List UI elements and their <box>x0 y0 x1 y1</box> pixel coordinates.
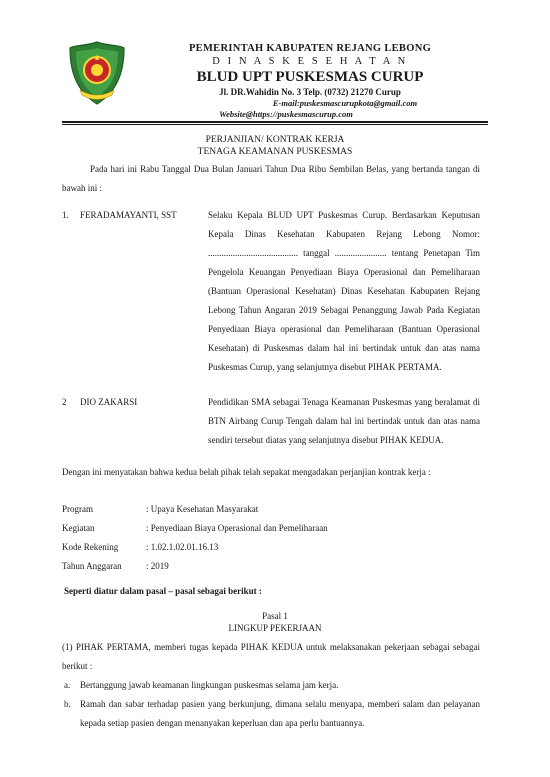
pasal-1-sub-a: Bertanggung jawab keamanan lingkungan puskesmas selama jam kerja. <box>80 680 339 690</box>
pasal-1-sub-a-label: a. <box>64 680 71 690</box>
pasal-1-sub-b: Ramah dan sabar terhadap pasien yang berkunjung, dimana selalu menyapa, memberi salam dan pelayanan kepada setiap pasien dengan menanyakan keperluan dan apa perlu bantuannya. <box>80 699 480 728</box>
pasal-1-item-1: (1) PIHAK PERTAMA, memberi tugas kepada PIHAK KEDUA untuk melaksanakan pekerjaan sebagai sebagai berikut : <box>62 642 480 671</box>
kegiatan-label: Kegiatan <box>62 523 95 533</box>
pasal-1-subtitle: LINGKUP PEKERJAAN <box>228 623 322 633</box>
letterhead <box>140 42 480 120</box>
tahun-anggaran-value: : 2019 <box>146 561 169 571</box>
letterhead-email: E-mail:puskesmascurupkota@gmail.com <box>272 98 418 108</box>
document-subtitle: TENAGA KEAMANAN PUSKESMAS <box>197 147 353 157</box>
letterhead-institution: BLUD UPT PUSKESMAS CURUP <box>196 69 424 85</box>
party-2-description: Pendidikan SMA sebagai Tenaga Keamanan Puskesmas yang beralamat di BTN Airbang Curup Tengah dalam hal ini bertindak untuk dan atas nama sendiri tersebut diatas yang selanjutnya disebut PIHAK KEDUA. <box>208 397 480 445</box>
intro-paragraph: Pada hari ini Rabu Tanggal Dua Bulan Januari Tahun Dua Ribu Sembilan Belas, yang bertanda tangan di bawah ini : <box>62 164 480 193</box>
party-2-name: DIO ZAKARSI <box>80 397 138 407</box>
kegiatan-value: : Penyediaan Biaya Operasional dan Pemeliharaan <box>146 523 328 533</box>
party-1-description: Selaku Kepala BLUD UPT Puskesmas Curup. Berdasarkan Keputusan Kepala Dinas Kesehatan Kabupaten Rejang Lebong Nomor: ........................................ tanggal ....................... tentang Penetapan Tim Pengelola Keuangan Penyediaan Biaya Operasional dan Pemeliharaan (Bantuan Operasional Kesehatan) Dinas Kesehatan Kabupaten Rejang Lebong Tahun Angaran 2019 Sebagai Penanggung Jawab Pada Kegiatan Penyediaan Biaya operasional dan Pemeliharaan (Bantuan Operasional Kesehatan) di Puskesmas dalam hal ini bertindak untuk dan atas nama Puskesmas Curup, yang selanjutnya disebut PIHAK PERTAMA. <box>208 210 480 372</box>
letterhead-rule-thin <box>62 124 488 125</box>
pasal-1-sub-b-label: b. <box>64 699 71 709</box>
party-2-number: 2 <box>62 397 67 407</box>
document-title: PERJANJIAN/ KONTRAK KERJA <box>205 135 345 145</box>
letterhead-website: Website@https://puskesmascurup.com <box>219 109 353 119</box>
pasal-intro: Seperti diatur dalam pasal – pasal sebagai berikut : <box>64 586 262 596</box>
letterhead-department: D I N A S K E S E H A T A N <box>212 56 408 67</box>
letterhead-rule-thick <box>62 121 488 123</box>
tahun-anggaran-label: Tahun Anggaran <box>62 561 122 571</box>
pasal-1-title: Pasal 1 <box>262 611 288 621</box>
letterhead-address: Jl. DR.Wahidin No. 3 Telp. (0732) 21270 Curup <box>219 87 401 97</box>
program-value: : Upaya Kesehatan Masyarakat <box>146 504 259 514</box>
regency-logo-icon <box>68 40 126 106</box>
agreement-statement: Dengan ini menyatakan bahwa kedua belah pihak telah sepakat mengadakan perjanjian kontrak kerja : <box>62 467 431 477</box>
kode-rekening-value: : 1.02.1.02.01.16.13 <box>146 542 219 552</box>
party-1-number: 1. <box>62 210 69 220</box>
program-label: Program <box>62 504 93 514</box>
letterhead-government: PEMERINTAH KABUPATEN REJANG LEBONG <box>188 43 432 54</box>
party-1-name: FERADAMAYANTI, SST <box>80 210 177 220</box>
kode-rekening-label: Kode Rekening <box>62 542 119 552</box>
